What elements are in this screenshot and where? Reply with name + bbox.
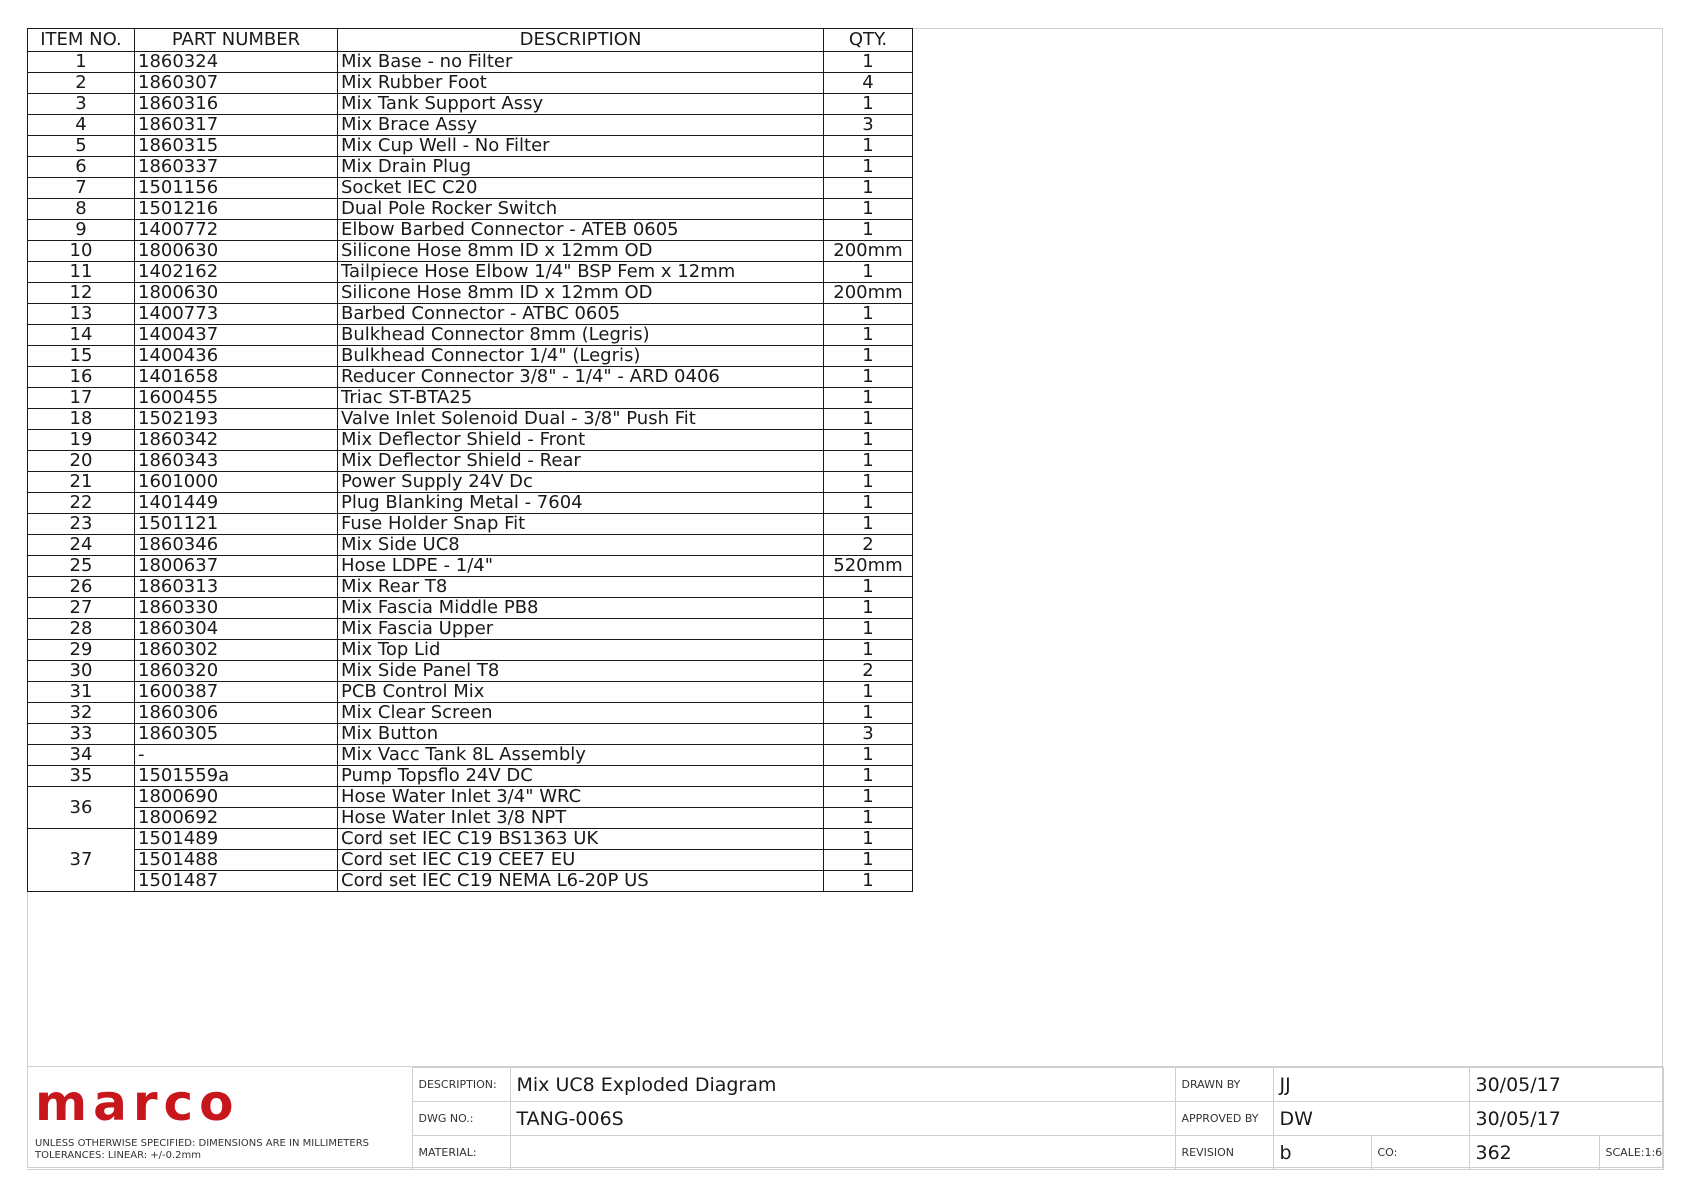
item-no: 25	[28, 556, 135, 577]
col-header-qty: QTY.	[824, 29, 913, 52]
part-number: 1501489	[135, 829, 338, 850]
description: Mix Button	[338, 724, 824, 745]
qty: 1	[824, 430, 913, 451]
description: Triac ST-BTA25	[338, 388, 824, 409]
bom-row	[28, 493, 913, 514]
bom-row	[28, 871, 913, 892]
part-number: 1501488	[135, 850, 338, 871]
bom-row	[28, 787, 913, 808]
description: Cord set IEC C19 BS1363 UK	[338, 829, 824, 850]
item-no: 35	[28, 766, 135, 787]
description: Cord set IEC C19 CEE7 EU	[338, 850, 824, 871]
part-number: 1501156	[135, 178, 338, 199]
description: Hose Water Inlet 3/8 NPT	[338, 808, 824, 829]
part-number: 1860306	[135, 703, 338, 724]
approved-date: 30/05/17	[1469, 1102, 1663, 1136]
description: Mix Clear Screen	[338, 703, 824, 724]
bom-row	[28, 283, 913, 304]
qty: 1	[824, 850, 913, 871]
title-block-table	[27, 1067, 1664, 1170]
bom-row	[28, 682, 913, 703]
tolerance-line-2: TOLERANCES: LINEAR: +/-0.2mm	[35, 1149, 202, 1161]
item-no: 16	[28, 367, 135, 388]
qty: 1	[824, 346, 913, 367]
description: Elbow Barbed Connector - ATEB 0605	[338, 220, 824, 241]
part-number: 1600387	[135, 682, 338, 703]
description: Bulkhead Connector 8mm (Legris)	[338, 325, 824, 346]
bom-row	[28, 304, 913, 325]
qty: 1	[824, 367, 913, 388]
part-number: 1860324	[135, 52, 338, 73]
marco-logo: marco	[35, 1073, 240, 1132]
tolerance-line-1: UNLESS OTHERWISE SPECIFIED: DIMENSIONS ARE IN MILLIMETERS	[35, 1137, 369, 1149]
item-no: 24	[28, 535, 135, 556]
description-value: Mix UC8 Exploded Diagram	[510, 1068, 1175, 1102]
qty: 4	[824, 73, 913, 94]
part-number: 1400436	[135, 346, 338, 367]
bom-row	[28, 556, 913, 577]
bom-header-row	[28, 29, 913, 52]
item-no: 34	[28, 745, 135, 766]
part-number: 1401449	[135, 493, 338, 514]
bom-row	[28, 451, 913, 472]
qty: 520mm	[824, 556, 913, 577]
bom-row	[28, 472, 913, 493]
qty: 1	[824, 199, 913, 220]
item-no: 28	[28, 619, 135, 640]
qty: 1	[824, 304, 913, 325]
bill-of-materials-table	[27, 28, 913, 892]
bom-row	[28, 829, 913, 850]
item-no: 4	[28, 115, 135, 136]
part-number: -	[135, 745, 338, 766]
part-number: 1501121	[135, 514, 338, 535]
qty: 1	[824, 472, 913, 493]
description: Mix Brace Assy	[338, 115, 824, 136]
item-no: 2	[28, 73, 135, 94]
qty: 1	[824, 808, 913, 829]
item-no: 9	[28, 220, 135, 241]
bom-row	[28, 535, 913, 556]
item-no: 8	[28, 199, 135, 220]
qty: 1	[824, 787, 913, 808]
qty: 1	[824, 703, 913, 724]
item-no: 33	[28, 724, 135, 745]
part-number: 1800692	[135, 808, 338, 829]
description: Barbed Connector - ATBC 0605	[338, 304, 824, 325]
description: Mix Vacc Tank 8L Assembly	[338, 745, 824, 766]
item-no: 36	[28, 787, 135, 829]
part-number: 1860307	[135, 73, 338, 94]
bom-row	[28, 661, 913, 682]
scale-value: SCALE:1:6	[1599, 1136, 1663, 1170]
description: Hose LDPE - 1/4"	[338, 556, 824, 577]
item-no: 37	[28, 829, 135, 892]
bom-row	[28, 640, 913, 661]
qty: 1	[824, 514, 913, 535]
part-number: 1402162	[135, 262, 338, 283]
item-no: 11	[28, 262, 135, 283]
description: Plug Blanking Metal - 7604	[338, 493, 824, 514]
part-number: 1800690	[135, 787, 338, 808]
qty: 200mm	[824, 283, 913, 304]
description: PCB Control Mix	[338, 682, 824, 703]
item-no: 21	[28, 472, 135, 493]
bom-row	[28, 367, 913, 388]
approved-by-label: APPROVED BY	[1175, 1102, 1273, 1136]
approved-by-value: DW	[1273, 1102, 1469, 1136]
description: Hose Water Inlet 3/4" WRC	[338, 787, 824, 808]
item-no: 26	[28, 577, 135, 598]
bom-row	[28, 178, 913, 199]
qty: 1	[824, 871, 913, 892]
bom-row	[28, 73, 913, 94]
bom-row	[28, 703, 913, 724]
description: Mix Rubber Foot	[338, 73, 824, 94]
part-number: 1400773	[135, 304, 338, 325]
qty: 1	[824, 682, 913, 703]
bom-row	[28, 388, 913, 409]
item-no: 14	[28, 325, 135, 346]
part-number: 1401658	[135, 367, 338, 388]
item-no: 12	[28, 283, 135, 304]
part-number: 1860304	[135, 619, 338, 640]
bom-row	[28, 745, 913, 766]
item-no: 27	[28, 598, 135, 619]
bom-row	[28, 220, 913, 241]
item-no: 15	[28, 346, 135, 367]
item-no: 22	[28, 493, 135, 514]
material-value	[510, 1136, 1175, 1170]
part-number: 1400437	[135, 325, 338, 346]
description: Silicone Hose 8mm ID x 12mm OD	[338, 283, 824, 304]
description: Mix Tank Support Assy	[338, 94, 824, 115]
item-no: 31	[28, 682, 135, 703]
qty: 1	[824, 178, 913, 199]
part-number: 1501487	[135, 871, 338, 892]
bom-row	[28, 262, 913, 283]
part-number: 1860316	[135, 94, 338, 115]
bom-row	[28, 94, 913, 115]
bom-row	[28, 136, 913, 157]
co-value: 362	[1469, 1136, 1599, 1170]
item-no: 5	[28, 136, 135, 157]
bom-row	[28, 766, 913, 787]
qty: 1	[824, 451, 913, 472]
col-header-description: DESCRIPTION	[338, 29, 824, 52]
part-number: 1860315	[135, 136, 338, 157]
part-number: 1860302	[135, 640, 338, 661]
bom-row	[28, 346, 913, 367]
description: Dual Pole Rocker Switch	[338, 199, 824, 220]
qty: 1	[824, 409, 913, 430]
bom-row	[28, 598, 913, 619]
item-no: 19	[28, 430, 135, 451]
qty: 1	[824, 598, 913, 619]
part-number: 1860330	[135, 598, 338, 619]
item-no: 18	[28, 409, 135, 430]
qty: 1	[824, 94, 913, 115]
description: Mix Fascia Middle PB8	[338, 598, 824, 619]
qty: 1	[824, 220, 913, 241]
part-number: 1501559a	[135, 766, 338, 787]
qty: 1	[824, 493, 913, 514]
description: Power Supply 24V Dc	[338, 472, 824, 493]
description: Mix Fascia Upper	[338, 619, 824, 640]
qty: 1	[824, 157, 913, 178]
bom-row	[28, 724, 913, 745]
item-no: 13	[28, 304, 135, 325]
title-block	[27, 1066, 1663, 1169]
col-header-item-no: ITEM NO.	[28, 29, 135, 52]
qty: 1	[824, 325, 913, 346]
bom-row	[28, 52, 913, 73]
bom-row	[28, 430, 913, 451]
qty: 1	[824, 388, 913, 409]
description: Mix Side Panel T8	[338, 661, 824, 682]
qty: 1	[824, 577, 913, 598]
part-number: 1800630	[135, 241, 338, 262]
description: Fuse Holder Snap Fit	[338, 514, 824, 535]
item-no: 20	[28, 451, 135, 472]
item-no: 10	[28, 241, 135, 262]
description: Cord set IEC C19 NEMA L6-20P US	[338, 871, 824, 892]
bom-row	[28, 241, 913, 262]
item-no: 17	[28, 388, 135, 409]
description: Tailpiece Hose Elbow 1/4" BSP Fem x 12mm	[338, 262, 824, 283]
item-no: 30	[28, 661, 135, 682]
qty: 200mm	[824, 241, 913, 262]
description: Mix Rear T8	[338, 577, 824, 598]
part-number: 1502193	[135, 409, 338, 430]
dwg-no-label: DWG NO.:	[412, 1102, 510, 1136]
part-number: 1601000	[135, 472, 338, 493]
bom-row	[28, 157, 913, 178]
qty: 1	[824, 52, 913, 73]
item-no: 32	[28, 703, 135, 724]
part-number: 1400772	[135, 220, 338, 241]
bom-row	[28, 325, 913, 346]
drawn-date: 30/05/17	[1469, 1068, 1663, 1102]
logo-cell	[27, 1068, 412, 1170]
co-label: CO:	[1371, 1136, 1469, 1170]
revision-label: REVISION	[1175, 1136, 1273, 1170]
bom-row	[28, 115, 913, 136]
description: Mix Deflector Shield - Front	[338, 430, 824, 451]
description: Mix Base - no Filter	[338, 52, 824, 73]
part-number: 1860342	[135, 430, 338, 451]
description: Mix Side UC8	[338, 535, 824, 556]
qty: 3	[824, 724, 913, 745]
revision-value: b	[1273, 1136, 1371, 1170]
part-number: 1501216	[135, 199, 338, 220]
bom-row	[28, 514, 913, 535]
part-number: 1600455	[135, 388, 338, 409]
part-number: 1860346	[135, 535, 338, 556]
description: Mix Drain Plug	[338, 157, 824, 178]
qty: 1	[824, 640, 913, 661]
part-number: 1800637	[135, 556, 338, 577]
description: Reducer Connector 3/8" - 1/4" - ARD 0406	[338, 367, 824, 388]
part-number: 1860305	[135, 724, 338, 745]
qty: 1	[824, 619, 913, 640]
item-no: 29	[28, 640, 135, 661]
bom-row	[28, 619, 913, 640]
part-number: 1800630	[135, 283, 338, 304]
part-number: 1860343	[135, 451, 338, 472]
material-label: MATERIAL:	[412, 1136, 510, 1170]
description: Mix Cup Well - No Filter	[338, 136, 824, 157]
item-no: 1	[28, 52, 135, 73]
item-no: 3	[28, 94, 135, 115]
part-number: 1860320	[135, 661, 338, 682]
part-number: 1860317	[135, 115, 338, 136]
qty: 2	[824, 661, 913, 682]
description-label: DESCRIPTION:	[412, 1068, 510, 1102]
qty: 1	[824, 262, 913, 283]
item-no: 6	[28, 157, 135, 178]
dwg-no-value: TANG-006S	[510, 1102, 1175, 1136]
bom-row	[28, 577, 913, 598]
description: Pump Topsflo 24V DC	[338, 766, 824, 787]
description: Valve Inlet Solenoid Dual - 3/8" Push Fit	[338, 409, 824, 430]
bom-row	[28, 808, 913, 829]
qty: 1	[824, 136, 913, 157]
item-no: 7	[28, 178, 135, 199]
bom-row	[28, 409, 913, 430]
description: Socket IEC C20	[338, 178, 824, 199]
part-number: 1860313	[135, 577, 338, 598]
qty: 3	[824, 115, 913, 136]
qty: 1	[824, 745, 913, 766]
qty: 1	[824, 829, 913, 850]
bom-row	[28, 199, 913, 220]
description: Silicone Hose 8mm ID x 12mm OD	[338, 241, 824, 262]
drawn-by-value: JJ	[1273, 1068, 1469, 1102]
qty: 1	[824, 766, 913, 787]
tolerance-note	[35, 1138, 369, 1162]
drawn-by-label: DRAWN BY	[1175, 1068, 1273, 1102]
part-number: 1860337	[135, 157, 338, 178]
col-header-part-number: PART NUMBER	[135, 29, 338, 52]
bom-row	[28, 850, 913, 871]
item-no: 23	[28, 514, 135, 535]
description: Bulkhead Connector 1/4" (Legris)	[338, 346, 824, 367]
qty: 2	[824, 535, 913, 556]
description: Mix Top Lid	[338, 640, 824, 661]
description: Mix Deflector Shield - Rear	[338, 451, 824, 472]
